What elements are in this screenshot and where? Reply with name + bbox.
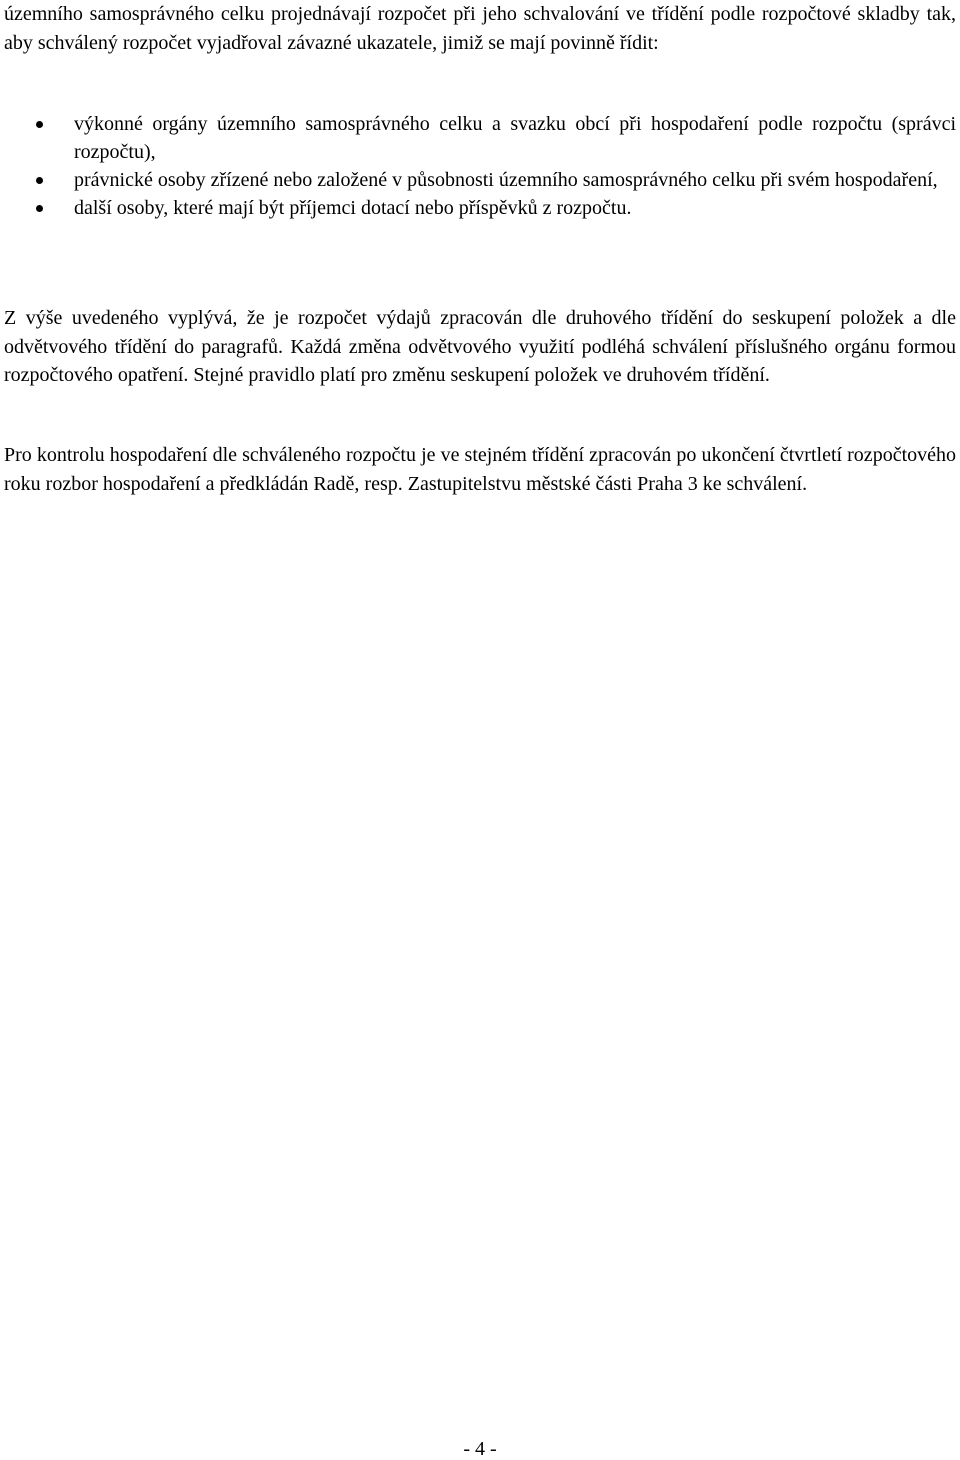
list-item — [0, 194, 960, 222]
bullet-icon — [36, 121, 43, 128]
list-item-text: výkonné orgány územního samosprávného celku a svazku obcí při hospodaření podle rozpočtu (správci rozpočtu), — [74, 113, 956, 163]
bullet-icon — [36, 205, 43, 212]
budget-control-paragraph: Pro kontrolu hospodaření dle schváleného rozpočtu je ve stejném třídění zpracován po ukončení čtvrtletí rozpočtového roku rozbor hospodaření a předkládán Radě, resp. Zastupitelstvu městské části Praha 3 ke schválení. — [4, 444, 956, 495]
intro-paragraph: územního samosprávného celku projednávají rozpočet při jeho schvalování ve třídění podle rozpočtové skladby tak, aby schválený rozpočet vyjadřoval závazné ukazatele, jimiž se mají povinně řídit: — [4, 3, 956, 54]
obligated-bodies-list — [0, 110, 960, 222]
budget-classification-paragraph: Z výše uvedeného vyplývá, že je rozpočet výdajů zpracován dle druhového třídění do seskupení položek a dle odvětvového třídění do paragrafů. Každá změna odvětvového využití podléhá schválení příslušného orgánu formou rozpočtového opatření. Stejné pravidlo platí pro změnu seskupení položek ve druhovém třídění. — [4, 307, 956, 386]
bullet-icon — [36, 177, 43, 184]
list-item-text: právnické osoby zřízené nebo založené v působnosti územního samosprávného celku při svém hospodaření, — [74, 169, 938, 191]
list-item — [0, 110, 960, 166]
page-number: - 4 - — [463, 1438, 497, 1460]
list-item-text: další osoby, které mají být příjemci dotací nebo příspěvků z rozpočtu. — [74, 197, 632, 219]
list-item — [0, 166, 960, 194]
